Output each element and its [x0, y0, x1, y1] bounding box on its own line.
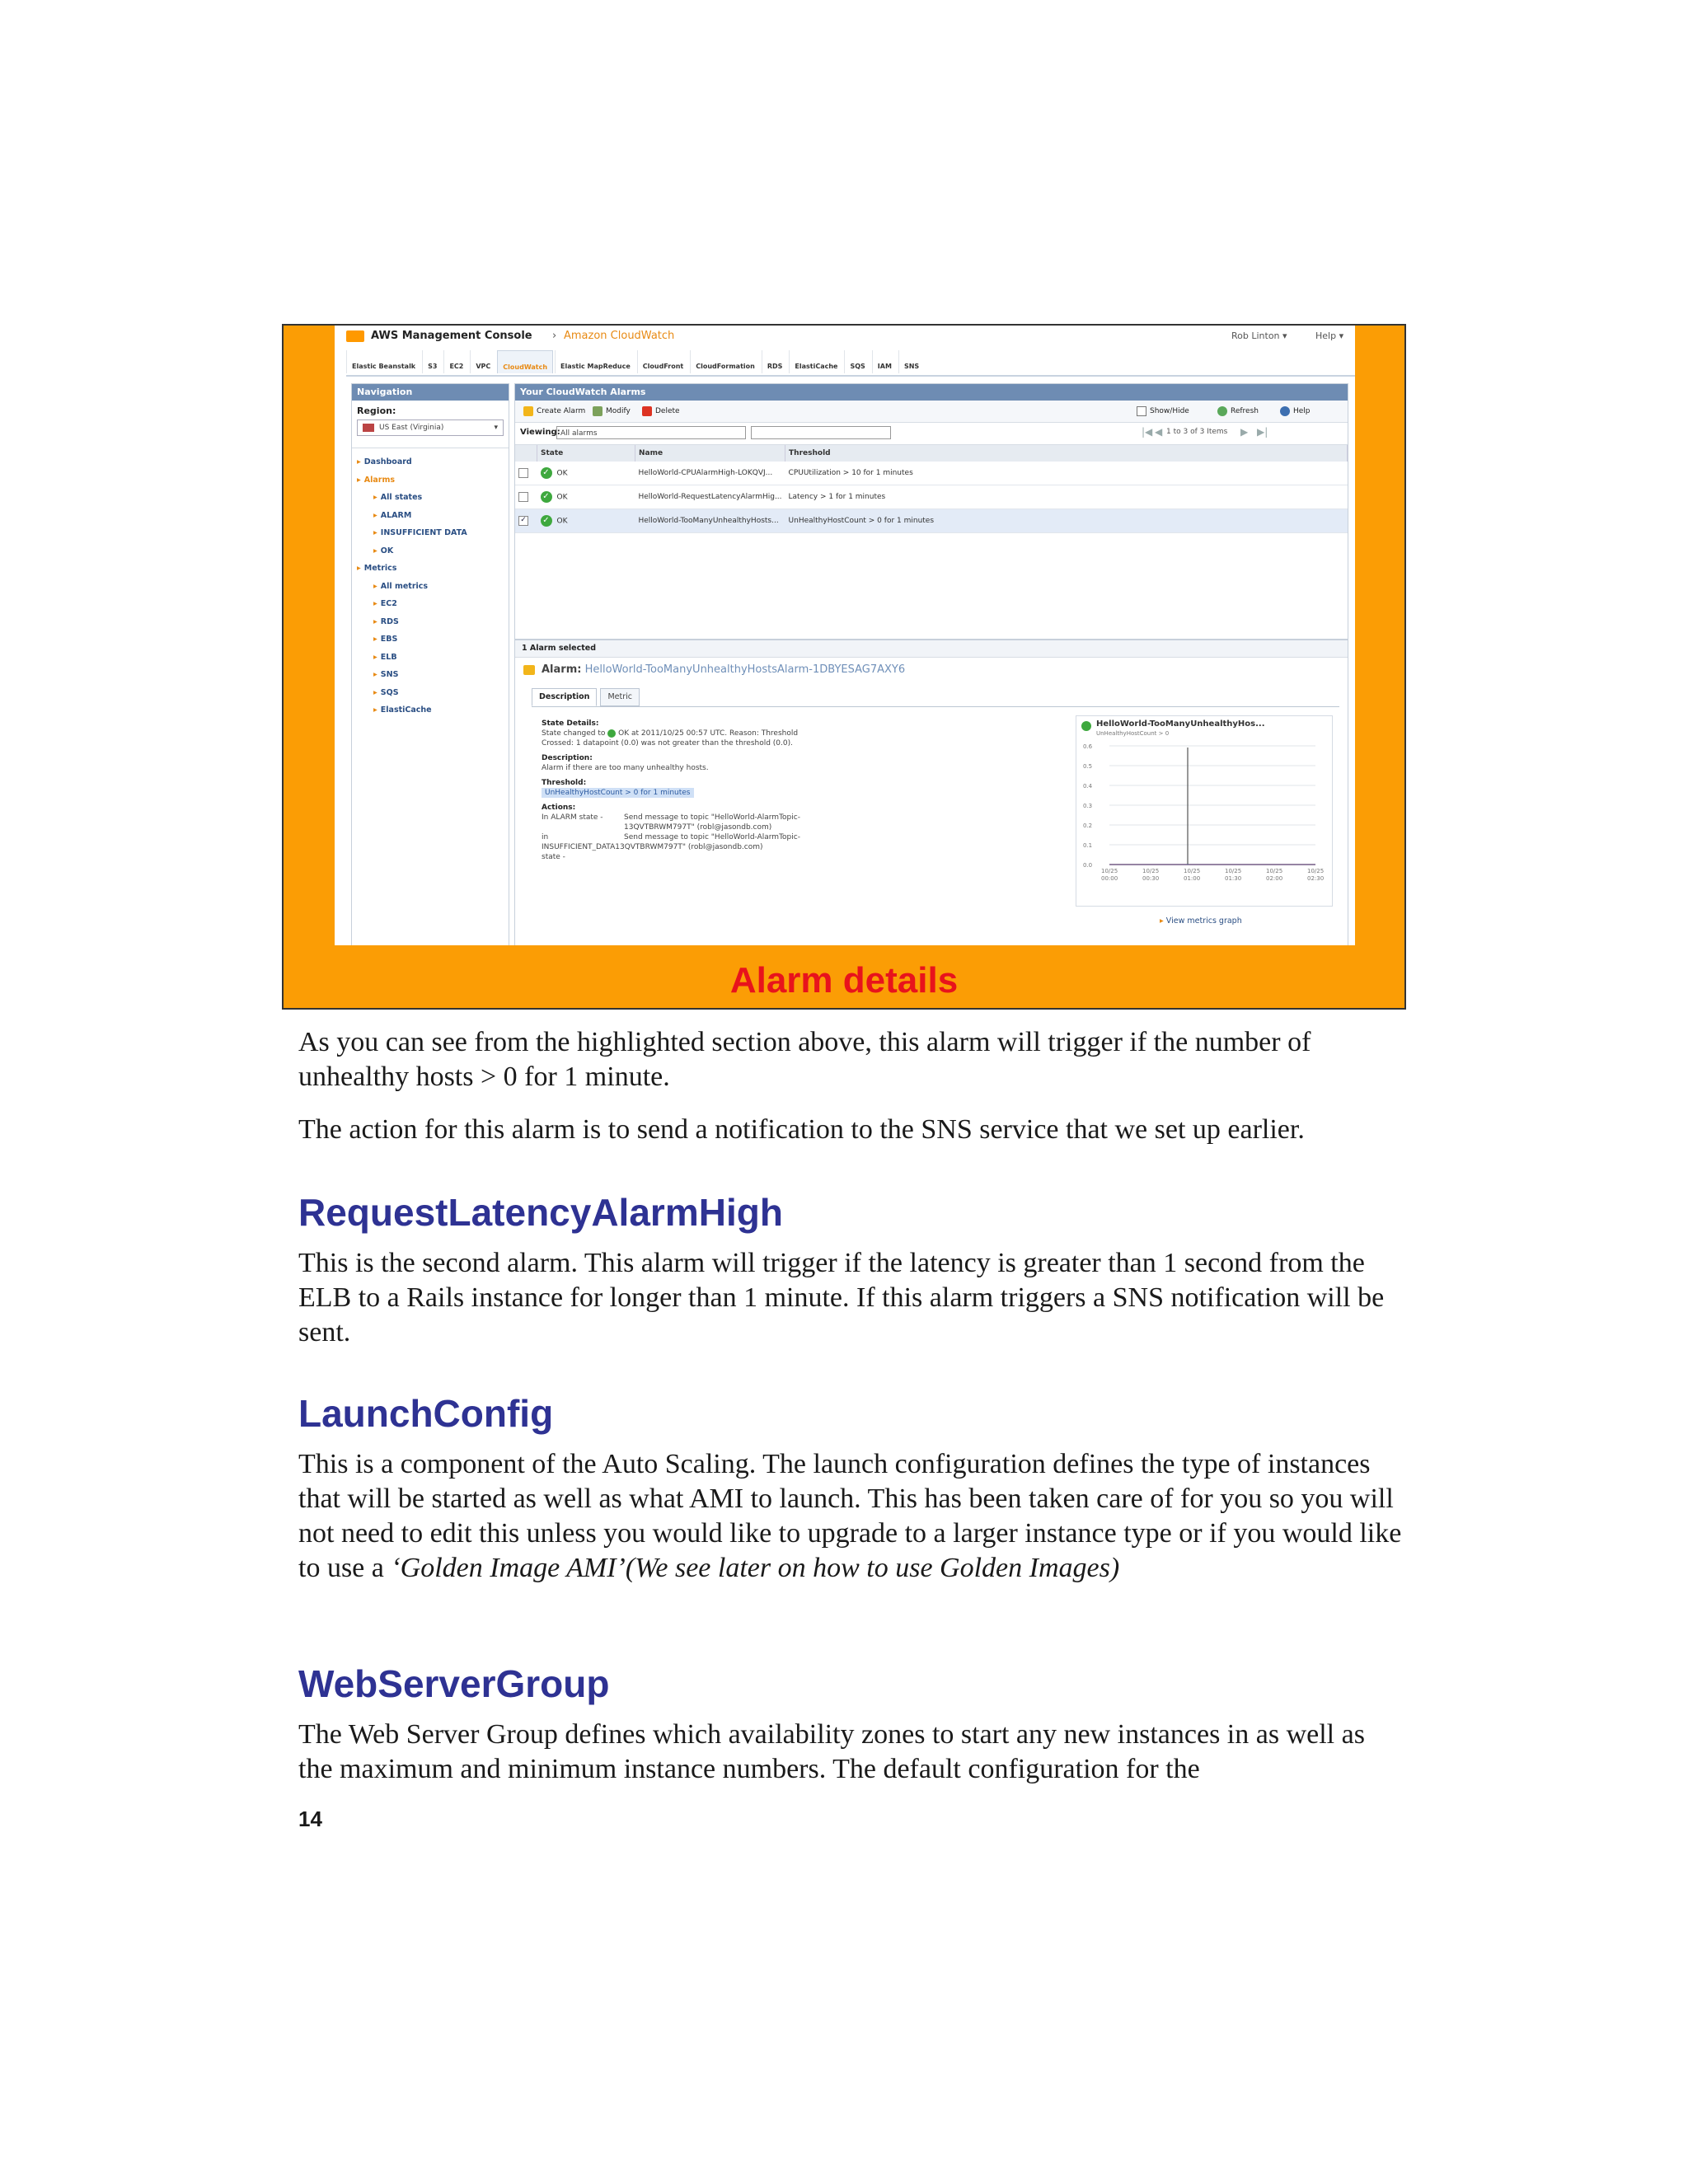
- row-checkbox[interactable]: ✓: [518, 516, 528, 526]
- region-value: US East (Virginia): [379, 424, 444, 432]
- modify-label: Modify: [606, 407, 631, 415]
- row-select-cell: [515, 509, 537, 533]
- alarm-name: HelloWorld-TooManyUnhealthyHostsAlarm-1DBYESAG7AXY6: [584, 663, 906, 676]
- y-tick-label: 0.1: [1083, 842, 1093, 849]
- sidebar-item[interactable]: [357, 630, 509, 649]
- bullet-icon: ▸: [373, 528, 377, 537]
- view-metrics-graph-label: View metrics graph: [1165, 916, 1242, 926]
- paragraph: This is the second alarm. This alarm will trigger if the latency is greater than 1 second from the ELB to a Rails instance for longer than 1 minute. If this alarm triggers a SNS notification will be sent.: [298, 1248, 1385, 1347]
- delete-label: Delete: [655, 407, 680, 415]
- service-tab[interactable]: CloudFront: [637, 350, 688, 373]
- state-details-line2: Crossed: 1 datapoint (0.0) was not greater than the threshold (0.0).: [542, 739, 793, 748]
- sidebar-item-label: OK: [380, 546, 394, 555]
- viewing-select[interactable]: [556, 426, 746, 439]
- threshold-label: Threshold:: [542, 779, 587, 787]
- threshold-cell: UnHealthyHostCount > 0 for 1 minutes: [785, 509, 1348, 533]
- alarm-info: [542, 714, 1036, 862]
- service-tab[interactable]: EC2: [443, 350, 468, 373]
- region-label: Region:: [357, 405, 396, 416]
- sidebar-item[interactable]: [357, 649, 509, 667]
- service-tab[interactable]: RDS: [762, 350, 788, 373]
- section-heading: LaunchConfig: [298, 1392, 554, 1435]
- first-page-icon[interactable]: |◀: [1142, 426, 1153, 438]
- delete-button[interactable]: [640, 404, 680, 419]
- bullet-icon: ▸: [357, 457, 361, 466]
- ok-icon: [1081, 721, 1091, 731]
- tab-description[interactable]: Description: [532, 688, 597, 706]
- service-tab[interactable]: SQS: [844, 350, 870, 373]
- sidebar-item-label: All states: [380, 493, 423, 502]
- column-header-state[interactable]: State: [537, 445, 635, 462]
- delete-icon: [642, 406, 652, 416]
- sidebar-item-label: Metrics: [363, 564, 397, 573]
- help-icon: [1280, 406, 1290, 416]
- modify-button[interactable]: [591, 404, 631, 419]
- sidebar-item[interactable]: [357, 578, 509, 596]
- toolbar: [515, 401, 1348, 423]
- sidebar-item-label: EBS: [380, 635, 398, 644]
- paragraph: The action for this alarm is to send a notification to the SNS service that we set up earlier.: [298, 1114, 1305, 1145]
- viewing-label: Viewing:: [520, 428, 560, 437]
- y-tick-label: 0.0: [1083, 862, 1093, 869]
- tab-metric[interactable]: Metric: [600, 688, 640, 706]
- state-cell: [537, 462, 635, 485]
- alarm-bell-icon: [523, 665, 535, 675]
- column-header-threshold[interactable]: Threshold: [785, 445, 1348, 462]
- state-text: OK: [556, 517, 568, 526]
- name-cell: HelloWorld-CPUAlarmHigh-LOKQVJ...: [635, 462, 785, 485]
- description-text: Alarm if there are too many unhealthy hosts.: [542, 764, 709, 772]
- row-select-cell: [515, 462, 537, 485]
- create-alarm-icon: [523, 406, 533, 416]
- threshold-cell: Latency > 1 for 1 minutes: [785, 485, 1348, 509]
- x-tick-label: 01:30: [1225, 875, 1242, 882]
- service-tab[interactable]: SNS: [898, 350, 924, 373]
- alarms-panel: [514, 383, 1348, 945]
- service-tabs: [346, 350, 1355, 377]
- ok-check-icon: ✓: [541, 491, 552, 503]
- state-text: OK: [556, 493, 568, 502]
- table-row[interactable]: [515, 485, 1348, 509]
- selection-count: 1 Alarm selected: [515, 640, 1348, 658]
- graph-plot: [1076, 739, 1332, 904]
- sidebar-item[interactable]: [357, 595, 509, 613]
- paragraph-italic-text: ‘Golden Image AMI’(We see later on how to use Golden Images): [391, 1553, 1120, 1583]
- action-state: in: [542, 833, 549, 841]
- sidebar-item[interactable]: [357, 453, 509, 471]
- sidebar-item[interactable]: [357, 684, 509, 702]
- sidebar: [351, 383, 509, 945]
- section-heading: RequestLatencyAlarmHigh: [298, 1191, 783, 1234]
- sidebar-item-label: INSUFFICIENT DATA: [380, 528, 467, 537]
- show-hide-button[interactable]: [1135, 404, 1189, 419]
- y-tick-label: 0.5: [1083, 763, 1093, 770]
- actions-label: Actions:: [542, 804, 576, 812]
- next-page-icon[interactable]: ▶: [1240, 426, 1249, 438]
- graph-subtitle: UnHealthyHostCount > 0: [1096, 730, 1170, 737]
- refresh-label: Refresh: [1231, 407, 1259, 415]
- alarms-panel-header: Your CloudWatch Alarms: [515, 384, 1348, 401]
- threshold-cell: CPUUtilization > 10 for 1 minutes: [785, 462, 1348, 485]
- x-tick-label: 00:30: [1142, 875, 1160, 882]
- view-metrics-graph-link[interactable]: [1160, 916, 1242, 926]
- service-tab[interactable]: CloudFormation: [690, 350, 760, 373]
- bullet-icon: ▸: [373, 652, 377, 662]
- sidebar-header: Navigation: [352, 384, 509, 401]
- bullet-icon: ▸: [373, 670, 377, 679]
- action-text: INSUFFICIENT_DATA13QVTBRWM797T" (robl@jasondb.com): [542, 843, 763, 851]
- refresh-button[interactable]: [1216, 404, 1259, 419]
- bullet-icon: ▸: [1160, 916, 1166, 926]
- column-header-name[interactable]: Name: [635, 445, 785, 462]
- name-cell: HelloWorld-RequestLatencyAlarmHig...: [635, 485, 785, 509]
- create-alarm-button[interactable]: [522, 404, 585, 419]
- graph-title: HelloWorld-TooManyUnhealthyHos...: [1096, 719, 1265, 729]
- table-row[interactable]: [515, 462, 1348, 485]
- sidebar-item-label: ALARM: [380, 510, 412, 520]
- create-alarm-label: Create Alarm: [537, 407, 586, 415]
- help-button[interactable]: [1278, 404, 1311, 419]
- x-tick-label: 01:00: [1184, 875, 1201, 882]
- x-tick-label: 10/25: [1225, 868, 1242, 874]
- table-header-row: [515, 445, 1348, 462]
- cloudwatch-screenshot: [335, 326, 1355, 945]
- x-tick-label: 00:00: [1101, 875, 1118, 882]
- bullet-icon: ▸: [373, 599, 377, 608]
- row-select-cell: [515, 485, 537, 509]
- x-tick-label: 10/25: [1142, 868, 1160, 874]
- x-tick-label: 10/25: [1184, 868, 1201, 874]
- figure-caption: Alarm details: [729, 960, 959, 1001]
- name-cell: HelloWorld-TooManyUnhealthyHosts...: [635, 509, 785, 533]
- sidebar-item-label: RDS: [380, 616, 399, 626]
- console-header: [335, 326, 1355, 347]
- bullet-icon: ▸: [373, 546, 377, 555]
- ok-check-icon: ✓: [541, 515, 552, 527]
- bullet-icon: ▸: [373, 581, 377, 591]
- x-tick-label: 02:30: [1307, 875, 1325, 882]
- sidebar-item[interactable]: [357, 701, 509, 719]
- service-tab[interactable]: CloudWatch: [497, 350, 553, 373]
- sidebar-item-label: SQS: [380, 687, 399, 697]
- bullet-icon: ▸: [373, 635, 377, 644]
- table-row[interactable]: [515, 509, 1348, 533]
- refresh-icon: [1217, 406, 1227, 416]
- chevron-down-icon: ▾: [494, 424, 498, 432]
- alarm-title: [523, 663, 905, 676]
- y-tick-label: 0.3: [1083, 803, 1093, 809]
- alarm-label: Alarm:: [542, 663, 582, 676]
- action-row: [542, 832, 1036, 842]
- description-body: [532, 706, 1339, 938]
- pager-text: 1 to 3 of 3 Items: [1166, 428, 1228, 436]
- sidebar-item[interactable]: [357, 560, 509, 578]
- bullet-icon: ▸: [373, 616, 377, 626]
- action-state: state -: [542, 853, 565, 861]
- help-label: Help: [1293, 407, 1311, 415]
- page-number: 14: [298, 1807, 322, 1831]
- ok-check-icon: ✓: [541, 467, 552, 479]
- action-text: Send message to topic "HelloWorld-AlarmTopic-: [624, 833, 800, 841]
- action-state: In ALARM state -: [542, 813, 603, 822]
- sidebar-item[interactable]: [357, 507, 509, 525]
- viewing-value: All alarms: [560, 429, 598, 438]
- description-label: Description:: [542, 754, 593, 762]
- nav-list: [352, 448, 509, 719]
- action-text: Send message to topic "HelloWorld-AlarmTopic-: [624, 813, 800, 822]
- state-details-line1: [542, 729, 1036, 738]
- aws-logo-icon: [346, 330, 364, 342]
- sidebar-item[interactable]: [357, 489, 509, 507]
- threshold-text: UnHealthyHostCount > 0 for 1 minutes: [542, 788, 694, 798]
- x-tick-label: 10/25: [1101, 868, 1118, 874]
- figure: [282, 324, 1406, 1010]
- row-checkbox[interactable]: [518, 468, 528, 478]
- y-tick-label: 0.6: [1083, 743, 1093, 750]
- action-row: [542, 842, 1036, 852]
- service-tab[interactable]: VPC: [470, 350, 495, 373]
- service-breadcrumb[interactable]: Amazon CloudWatch: [564, 330, 675, 342]
- state-details-pre: State changed to: [542, 729, 606, 738]
- alarms-table: [515, 445, 1348, 533]
- metric-graph: [1076, 715, 1333, 907]
- y-tick-label: 0.2: [1083, 823, 1093, 829]
- service-tab[interactable]: S3: [422, 350, 442, 373]
- console-title: AWS Management Console: [371, 330, 532, 342]
- sidebar-item-label: ELB: [380, 652, 397, 662]
- state-details-post: OK at 2011/10/25 00:57 UTC. Reason: Threshold: [618, 729, 799, 738]
- region-select[interactable]: [357, 419, 504, 436]
- row-checkbox[interactable]: [518, 492, 528, 502]
- y-tick-label: 0.4: [1083, 783, 1093, 790]
- sidebar-item[interactable]: [357, 613, 509, 631]
- sidebar-item-label: ElastiCache: [380, 705, 432, 715]
- filter-bar: [515, 423, 1348, 445]
- select-column-header: [515, 445, 537, 462]
- bullet-icon: ▸: [373, 687, 377, 697]
- service-tab[interactable]: ElastiCache: [789, 350, 842, 373]
- sidebar-item[interactable]: [357, 524, 509, 542]
- paragraph: The Web Server Group defines which availability zones to start any new instances in as well as the maximum and minimum instance numbers. The default configuration for the: [298, 1719, 1365, 1784]
- show-hide-label: Show/Hide: [1150, 407, 1189, 415]
- help-menu[interactable]: Help ▾: [1315, 330, 1344, 341]
- alarm-detail-pane: [515, 639, 1348, 945]
- sidebar-item[interactable]: [357, 666, 509, 684]
- state-cell: [537, 509, 635, 533]
- state-text: OK: [556, 469, 568, 478]
- sidebar-item-label: SNS: [380, 670, 399, 679]
- service-tab[interactable]: Elastic Beanstalk: [346, 350, 420, 373]
- bullet-icon: ▸: [357, 475, 361, 485]
- x-tick-label: 10/25: [1307, 868, 1325, 874]
- x-tick-label: 02:00: [1266, 875, 1283, 882]
- action-row: [542, 852, 1036, 862]
- paragraph: [298, 1447, 1403, 1586]
- state-details-label: State Details:: [542, 719, 599, 728]
- sidebar-item-label: Alarms: [363, 475, 396, 485]
- search-input[interactable]: [751, 426, 891, 439]
- last-page-icon[interactable]: ▶|: [1257, 426, 1268, 438]
- action-row: [542, 823, 1036, 832]
- detail-tabs: [532, 688, 643, 706]
- section-heading: WebServerGroup: [298, 1662, 610, 1705]
- paragraph: As you can see from the highlighted section above, this alarm will trigger if the number of unhealthy hosts > 0 for 1 minute.: [298, 1027, 1311, 1092]
- prev-page-icon[interactable]: ◀: [1155, 426, 1163, 438]
- x-tick-label: 10/25: [1266, 868, 1283, 874]
- paragraph-text: This is a component of the Auto Scaling. The launch configuration defines the type of instances that will be started as well as what AMI to launch. This has been taken care of for you so you will not need to edit this unless you would like to upgrade to a larger instance type or if you would like to use a: [298, 1449, 1402, 1583]
- service-tab[interactable]: IAM: [872, 350, 897, 373]
- bullet-icon: ▸: [373, 493, 377, 502]
- sidebar-item-label: EC2: [380, 599, 397, 608]
- sidebar-item[interactable]: [357, 542, 509, 560]
- bullet-icon: ▸: [357, 564, 361, 573]
- sidebar-item[interactable]: [357, 471, 509, 490]
- flag-icon: [363, 424, 374, 432]
- breadcrumb-separator: ›: [552, 330, 557, 342]
- user-menu[interactable]: Rob Linton ▾: [1231, 330, 1287, 341]
- bullet-icon: ▸: [373, 510, 377, 520]
- columns-icon: [1137, 406, 1146, 416]
- sidebar-item-label: All metrics: [380, 581, 429, 591]
- modify-icon: [593, 406, 603, 416]
- action-row: [542, 813, 1036, 823]
- sidebar-item-label: Dashboard: [363, 457, 412, 466]
- state-cell: [537, 485, 635, 509]
- bullet-icon: ▸: [373, 705, 377, 715]
- action-text: 13QVTBRWM797T" (robl@jasondb.com): [624, 823, 772, 832]
- ok-icon: [607, 729, 616, 738]
- service-tab[interactable]: Elastic MapReduce: [555, 350, 635, 373]
